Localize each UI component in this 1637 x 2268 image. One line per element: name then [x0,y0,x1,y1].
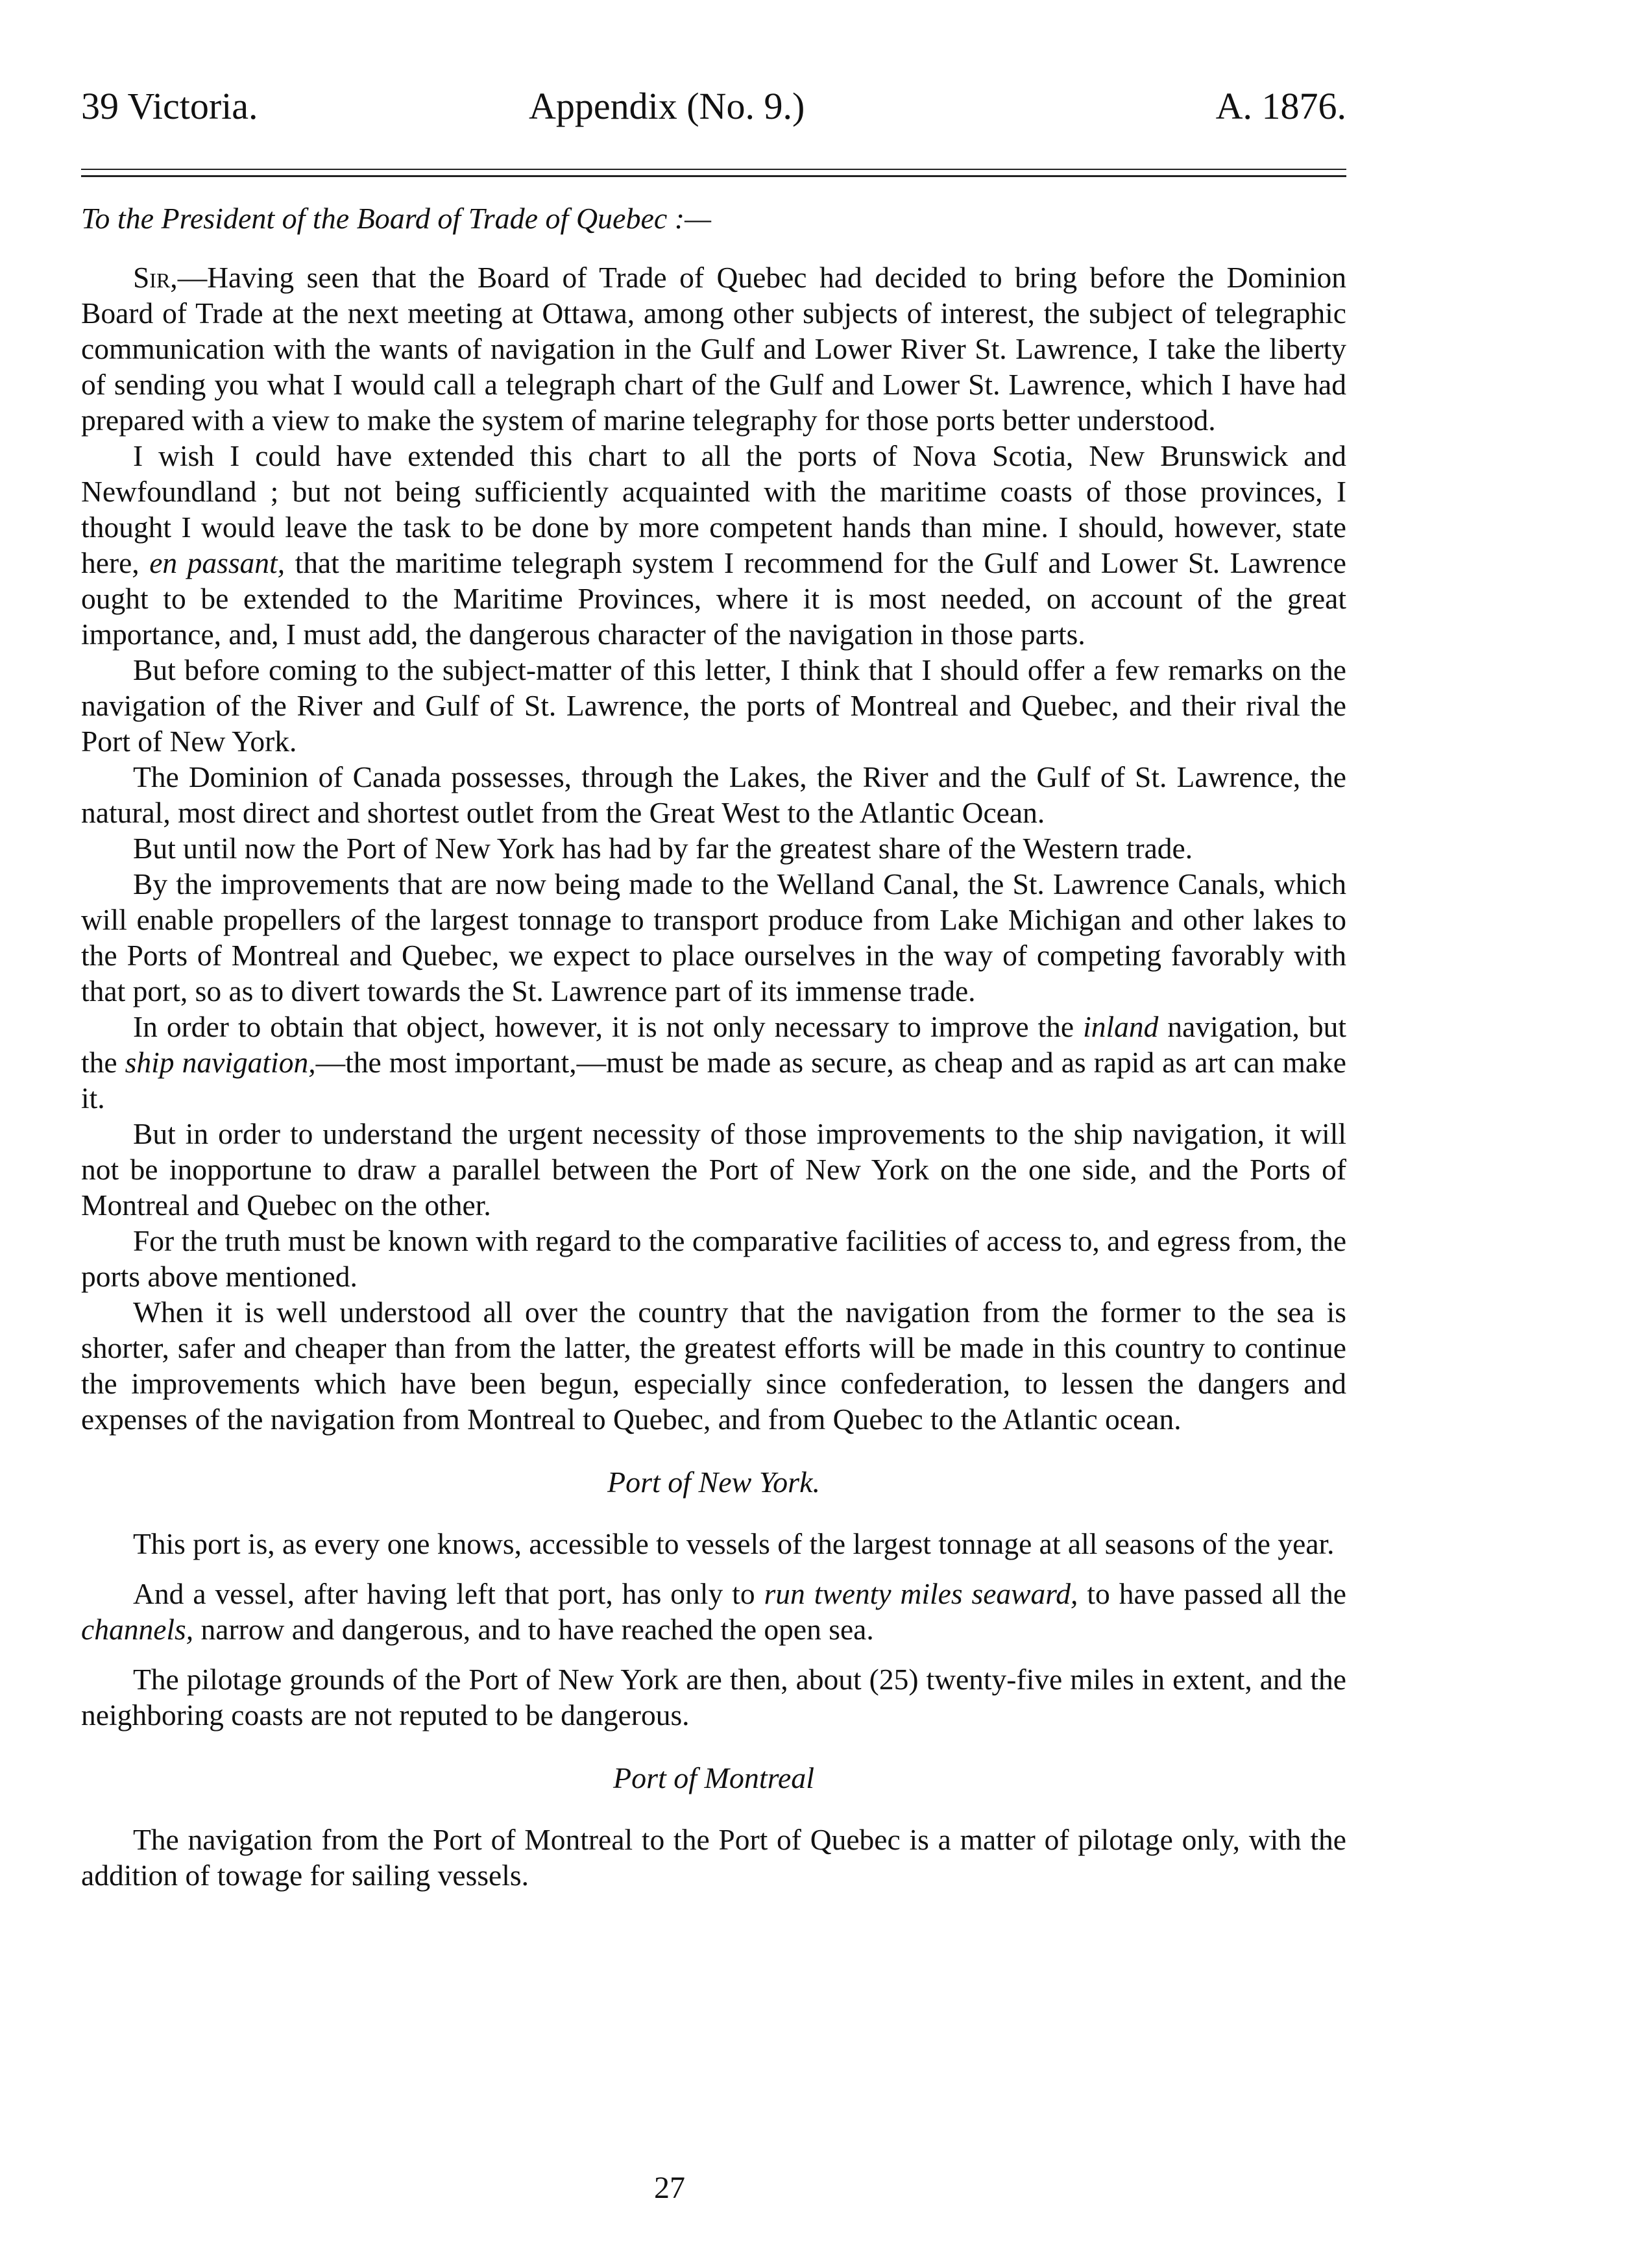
paragraph-text: that the maritime telegraph system I recommend for the Gulf and Lower St. Lawrence ought to be extended to the Maritime Provinces, where it is most needed, on account of the great importance, and, I must add, the dangerous character of the navigation in those parts. [81,546,1347,651]
paragraph: When it is well understood all over the country that the navigation from the former to the sea is shorter, safer and cheaper than from the latter, the greatest efforts will be made in this country to continue the improvements which have been begun, especially since confederation, to lessen the dangers and expenses of the navigation from Montreal to Quebec, and from Quebec to the Atlantic ocean. [81,1296,1346,1436]
paragraph: By the improvements that are now being made to the Welland Canal, the St. Lawrence Canals, which will enable propellers of the largest tonnage to transport produce from Lake Michigan and other lakes to the Ports of Montreal and Quebec, we expect to place ourselves in the way of competing favorably with that port, so as to divert towards the St. Lawrence part of its immense trade. [81,867,1346,1007]
document-page [81,71,1347,1892]
paragraph: For the truth must be known with regard to the comparative facilities of access to, and egress from, the ports above mentioned. [81,1224,1347,1293]
paragraph-text: —the most important,—must be made as secure, as cheap and as rapid as art can make it. [81,1046,1347,1115]
page-number: 27 [654,2171,685,2205]
paragraph [81,438,1346,652]
letter-body [81,259,1346,1893]
paragraph [81,259,1346,438]
paragraph-text: I wish I could have extended this chart to all the ports of Nova Scotia, New Brunswick and Newfoundland ; but not being sufficiently acquainted with the maritime coasts of those provinces, I thought I would leave the task to be done by more competent hands than mine. I should, however, state here, [81,439,1346,579]
header-rule-bottom [81,175,1346,177]
italic-phrase: en passant, [149,546,285,579]
paragraph: But until now the Port of New York has had by far the greatest share of the Western trade. [133,832,1193,865]
paragraph: But before coming to the subject-matter of this letter, I think that I should offer a few remarks on the navigation of the River and Gulf of St. Lawrence, the ports of Montreal and Quebec, and their rival the Port of New York. [81,653,1346,758]
paragraph: The Dominion of Canada possesses, through the Lakes, the River and the Gulf of St. Lawrence, the natural, most direct and shortest outlet from the Great West to the Atlantic Ocean. [81,760,1346,829]
paragraph [81,1009,1346,1116]
paragraph: This port is, as every one knows, accessible to vessels of the largest tonnage at all seasons of the year. [133,1527,1335,1560]
section-heading-montreal: Port of Montreal [612,1761,815,1794]
header-appendix: Appendix (No. 9.) [529,85,805,127]
section-heading-new-york: Port of New York. [607,1466,821,1499]
salutation-lead: Sir, [133,261,178,294]
running-header [81,71,1346,149]
paragraph [81,1576,1346,1647]
paragraph-text: narrow and dangerous, and to have reached the open sea. [193,1613,874,1646]
salutation: To the President of the Board of Trade of Quebec :— [81,202,712,235]
italic-phrase: run twenty miles seaward, [764,1577,1078,1610]
header-session: 39 Victoria. [81,85,258,127]
italic-phrase: ship navigation, [125,1046,316,1079]
header-year: A. 1876. [1215,85,1346,127]
paragraph: The navigation from the Port of Montreal to the Port of Quebec is a matter of pilotage only, with the addition of towage for sailing vessels. [81,1823,1346,1892]
header-rule-top [81,169,1346,170]
paragraph-text: And a vessel, after having left that port, has only to [133,1577,764,1610]
paragraph-text: to have passed all the [1078,1577,1346,1610]
paragraph-text: navigation, but the [81,1010,1346,1079]
paragraph-text: In order to obtain that object, however, it is not only necessary to improve the [133,1010,1084,1043]
italic-phrase: inland [1083,1010,1159,1043]
paragraph-text: —Having seen that the Board of Trade of Quebec had decided to bring before the Dominion Board of Trade at the next meeting at Ottawa, among other subjects of interest, the subject of telegraphic communication with the wants of navigation in the Gulf and Lower River St. Lawrence, I take the liberty of sending you what I would call a telegraph chart of the Gulf and Lower St. Lawrence, which I have had prepared with a view to make the system of marine telegraphy for those ports better understood. [81,261,1346,437]
paragraph: But in order to understand the urgent necessity of those improvements to the ship navigation, it will not be inopportune to draw a parallel between the Port of New York on the one side, and the Ports of Montreal and Quebec on the other. [81,1117,1346,1222]
paragraph: The pilotage grounds of the Port of New York are then, about (25) twenty-five miles in extent, and the neighboring coasts are not reputed to be dangerous. [81,1663,1346,1731]
italic-phrase: channels, [81,1613,194,1646]
